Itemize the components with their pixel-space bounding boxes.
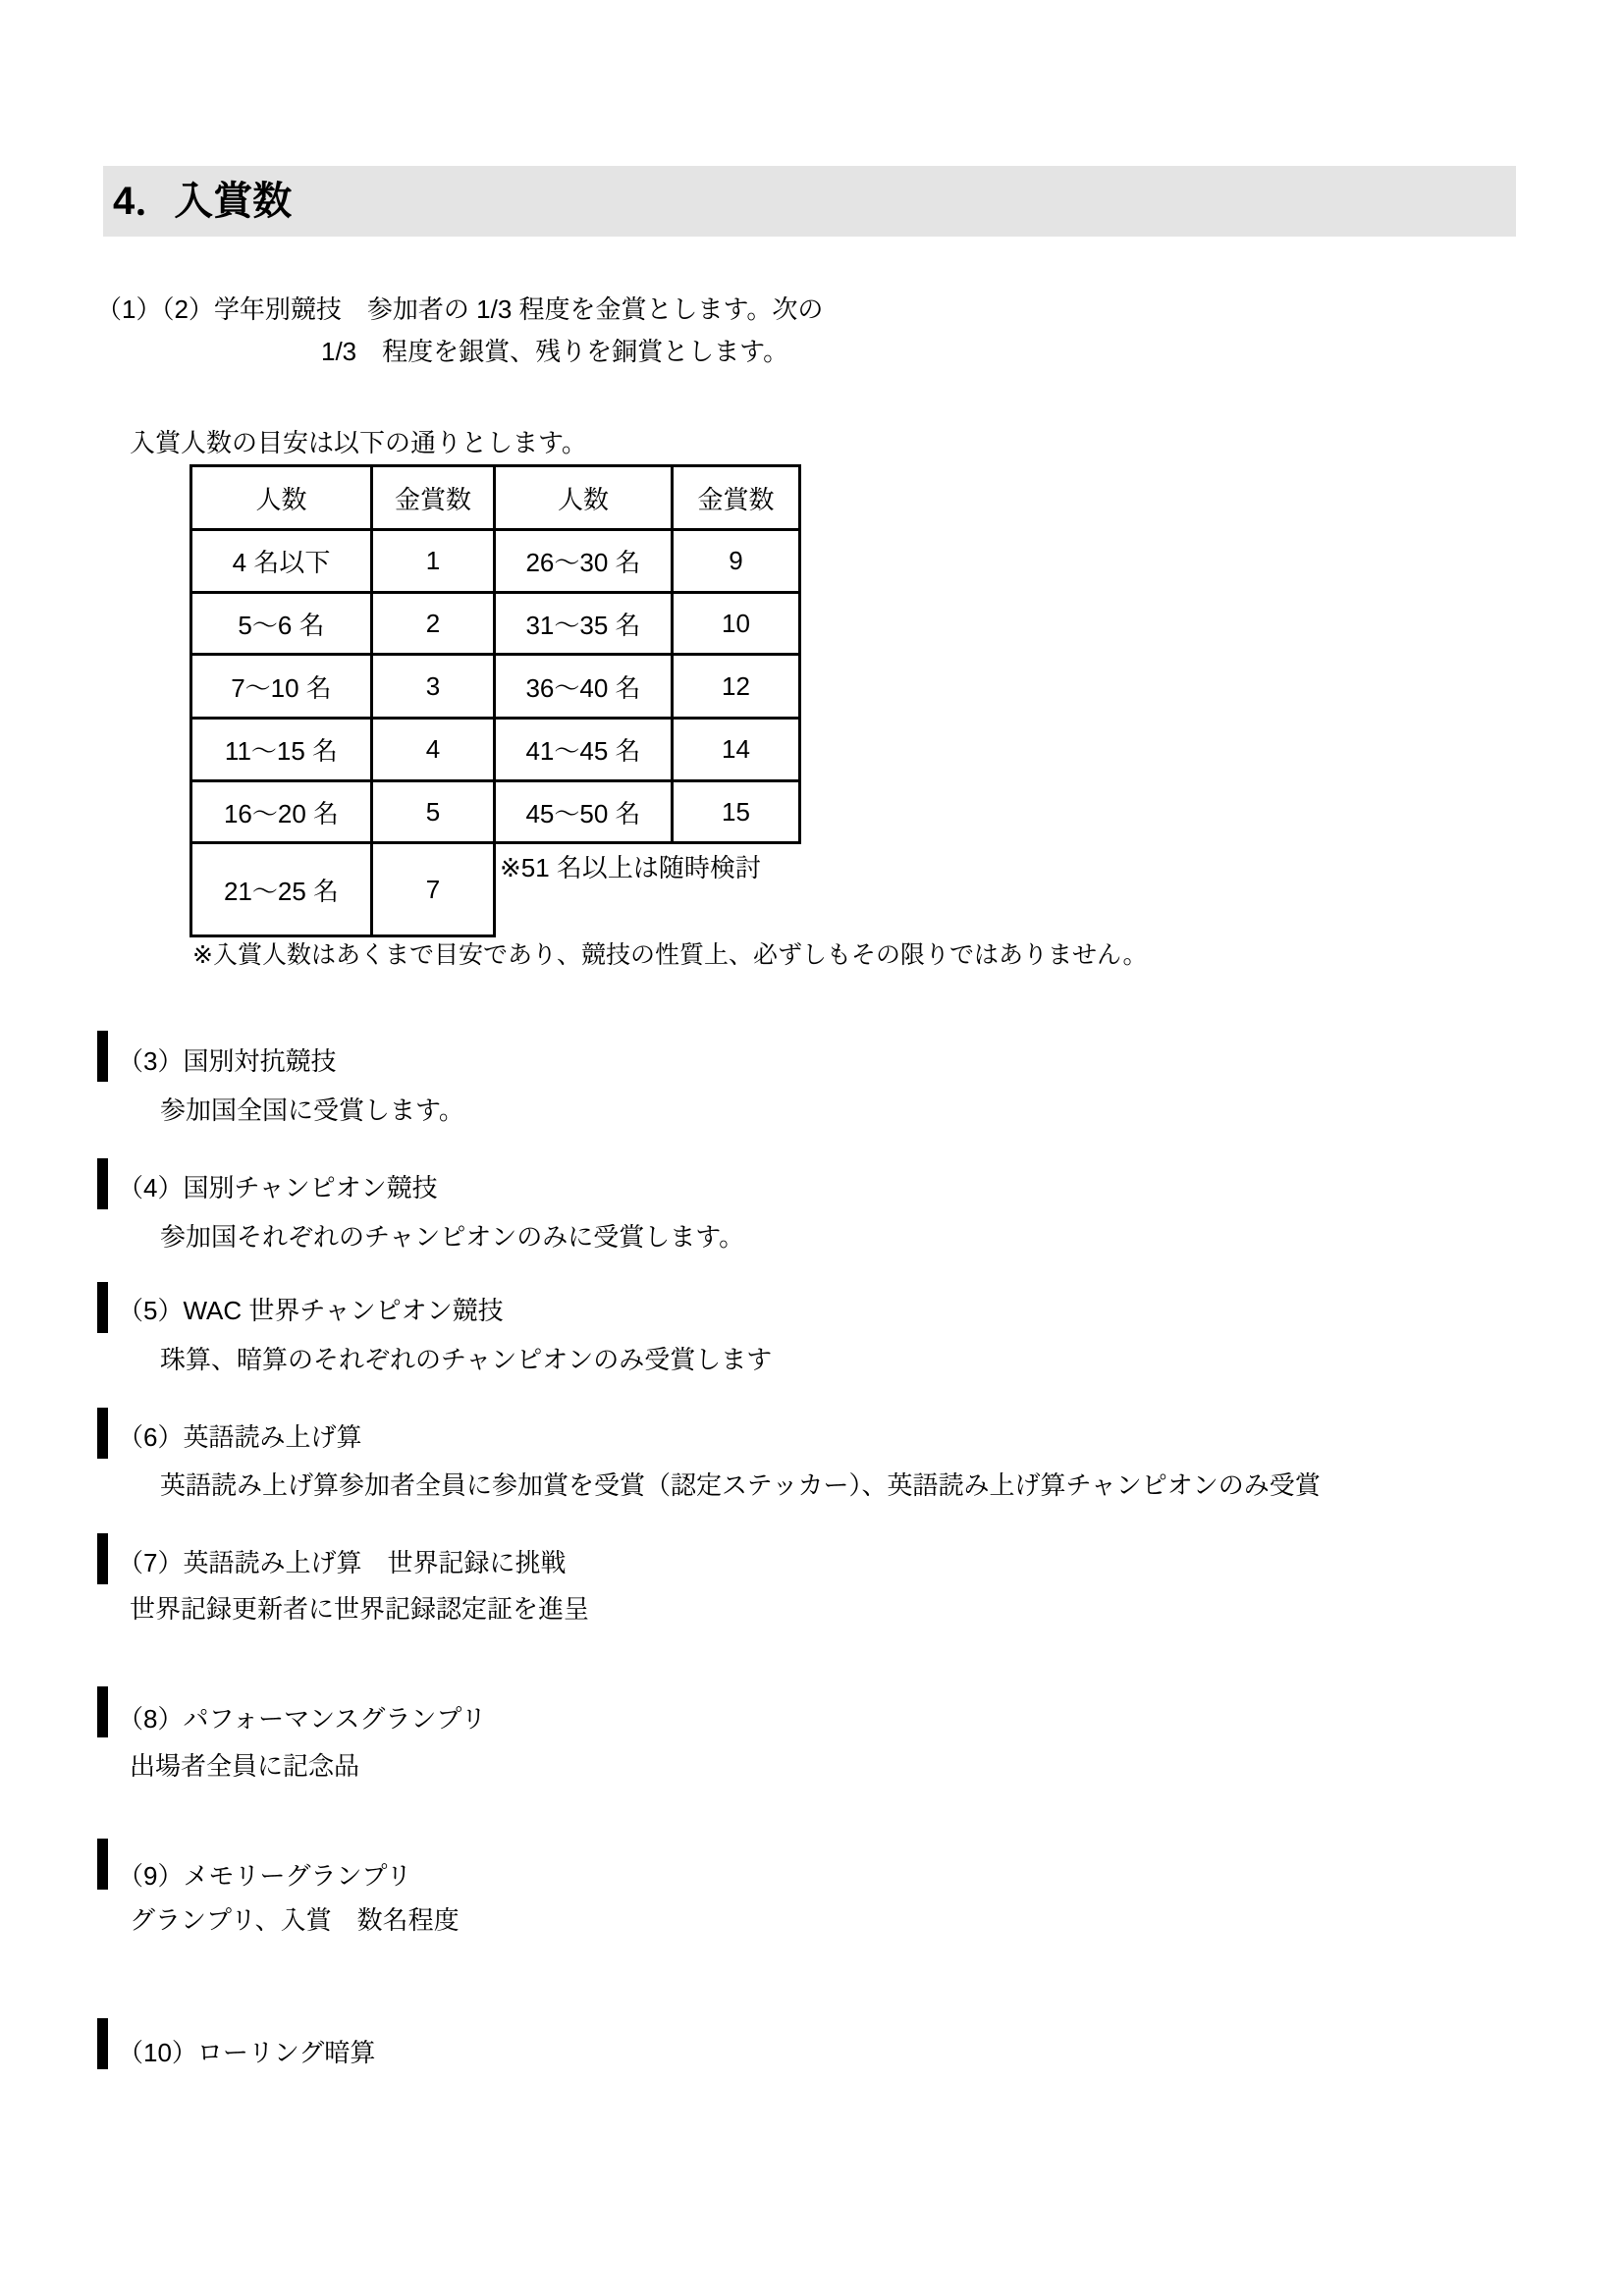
table-row-last xyxy=(191,843,800,936)
section-6-body: 英語読み上げ算参加者全員に参加賞を受賞（認定ステッカー）、英語読み上げ算チャンピオンのみ受賞 xyxy=(160,1470,1321,1500)
table-cell: 9 xyxy=(673,530,800,593)
table-cell: 41～45 名 xyxy=(495,719,673,781)
section-7-body: 世界記録更新者に世界記録認定証を進呈 xyxy=(130,1594,590,1624)
table-cell: 7～10 名 xyxy=(191,655,372,719)
section-5-body: 珠算、暗算のそれぞれのチャンピオンのみ受賞します xyxy=(160,1345,773,1374)
change-bar xyxy=(97,2018,108,2069)
table-row xyxy=(191,781,800,843)
section-9-heading: （9）メモリーグランプリ xyxy=(118,1861,412,1891)
section-4-heading: （4）国別チャンピオン競技 xyxy=(118,1173,438,1202)
section-8-heading: （8）パフォーマンスグランプリ xyxy=(118,1704,487,1734)
table-row xyxy=(191,530,800,593)
page-title: 4．入賞数 xyxy=(113,180,293,223)
section-5-heading: （5）WAC 世界チャンピオン競技 xyxy=(118,1296,504,1325)
change-bar xyxy=(97,1686,108,1737)
table-cell: 2 xyxy=(372,593,495,655)
col-header-ninzu-1: 人数 xyxy=(191,466,372,530)
table-cell: 31～35 名 xyxy=(495,593,673,655)
title-change-bar xyxy=(91,165,103,238)
col-header-ninzu-2: 人数 xyxy=(495,466,673,530)
intro-line-1: （1）（2）学年別競技 参加者の 1/3 程度を金賞とします。次の xyxy=(96,294,824,324)
section-10-heading: （10）ローリング暗算 xyxy=(118,2038,376,2067)
table-cell: 45～50 名 xyxy=(495,781,673,843)
col-header-kinsho-2: 金賞数 xyxy=(673,466,800,530)
table-cell: 11～15 名 xyxy=(191,719,372,781)
change-bar xyxy=(97,1408,108,1459)
table-cell: 4 名以下 xyxy=(191,530,372,593)
table-cell: 36～40 名 xyxy=(495,655,673,719)
table-cell: 3 xyxy=(372,655,495,719)
table-cell: 4 xyxy=(372,719,495,781)
change-bar xyxy=(97,1839,108,1890)
table-cell: 5～6 名 xyxy=(191,593,372,655)
section-9-body: グランプリ、入賞 数名程度 xyxy=(130,1905,460,1935)
table-cell: 7 xyxy=(372,843,495,936)
table-cell: 5 xyxy=(372,781,495,843)
change-bar xyxy=(97,1282,108,1333)
table-cell: 10 xyxy=(673,593,800,655)
table-row xyxy=(191,655,800,719)
award-count-table xyxy=(189,464,801,937)
table-row xyxy=(191,719,800,781)
table-row xyxy=(191,593,800,655)
section-8-body: 出場者全員に記念品 xyxy=(130,1751,360,1781)
change-bar xyxy=(97,1031,108,1082)
table-cell: 15 xyxy=(673,781,800,843)
change-bar xyxy=(97,1158,108,1209)
section-7-heading: （7）英語読み上げ算 世界記録に挑戦 xyxy=(118,1548,567,1577)
table-caption: 入賞人数の目安は以下の通りとします。 xyxy=(130,428,587,457)
table-header-row xyxy=(191,466,800,530)
intro-line-2: 1/3 程度を銀賞、残りを銅賞とします。 xyxy=(321,337,789,366)
table-overflow-note: ※51 名以上は随時検討 xyxy=(500,853,761,882)
table-cell: 12 xyxy=(673,655,800,719)
table-cell: 1 xyxy=(372,530,495,593)
change-bar xyxy=(97,1533,108,1584)
section-3-body: 参加国全国に受賞します。 xyxy=(160,1095,464,1125)
table-cell: 14 xyxy=(673,719,800,781)
section-6-heading: （6）英語読み上げ算 xyxy=(118,1422,362,1452)
section-4-body: 参加国それぞれのチャンピオンのみに受賞します。 xyxy=(160,1222,745,1252)
table-cell: 16～20 名 xyxy=(191,781,372,843)
title-band xyxy=(103,166,1516,237)
table-footnote: ※入賞人数はあくまで目安であり、競技の性質上、必ずしもその限りではありません。 xyxy=(192,941,1148,969)
section-3-heading: （3）国別対抗競技 xyxy=(118,1046,337,1076)
table-cell: 26～30 名 xyxy=(495,530,673,593)
col-header-kinsho-1: 金賞数 xyxy=(372,466,495,530)
table-cell: 21～25 名 xyxy=(191,843,372,936)
